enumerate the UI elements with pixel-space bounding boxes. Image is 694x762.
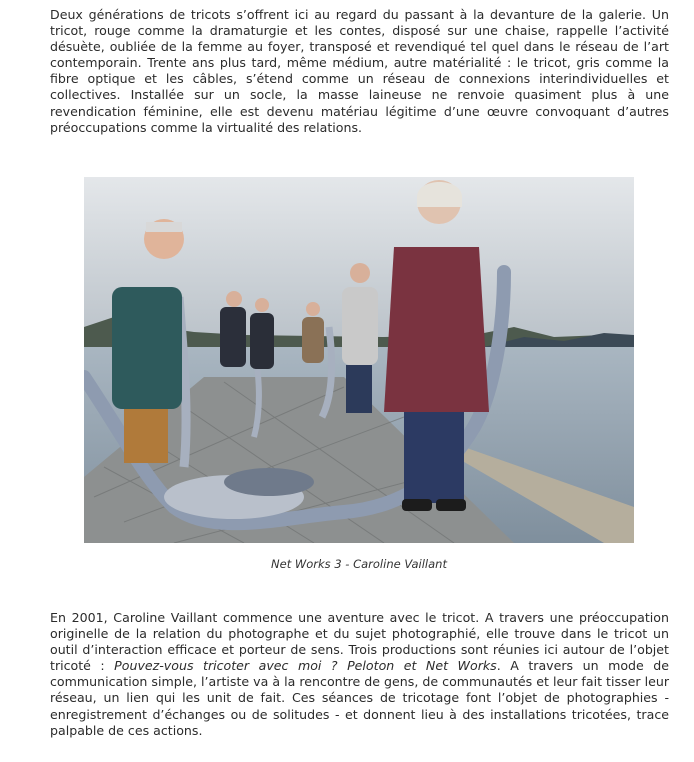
- works-title-italic: Pouvez-vous tricoter avec moi ? Peloton et Net Works: [114, 658, 497, 674]
- figure-caption: Net Works 3 - Caroline Vaillant: [271, 557, 447, 571]
- artist-paragraph: [50, 610, 669, 739]
- paragraph-text-start: En 2001, Caroline Vaillant commence une aventure avec le tricot. A travers une préoccupation originelle de la relation du photographe et du sujet photographié, elle trouve dans le tricot un outil d’interaction efficace et porteur de sens. Trois productions sont réunies ici autour de l’objet tricoté :: [50, 610, 669, 674]
- artwork-photo: [84, 177, 634, 543]
- photo-illustration: [84, 177, 634, 543]
- intro-paragraph: Deux générations de tricots s’offrent ici au regard du passant à la devanture de la galerie. Un tricot, rouge comme la dramaturgie et les contes, disposé sur une chaise, rappelle l’activité désuète, oubliée de la femme au foyer, transposé et revendiqué tel quel dans le réseau de l’art contemporain. Trente ans plus tard, même médium, autre matérialité : le tricot, gris comme la fibre optique et les câbles, s’étend comme un réseau de connexions interindividuelles et collectives. Installée sur un socle, la masse laineuse ne renvoie quasiment plus à une revendication féminine, elle est devenu matériau légitime d’une œuvre convoquant d’autres préoccupations comme la virtualité des relations.: [50, 7, 669, 135]
- paragraph-text-end: . A travers un mode de communication simple, l’artiste va à la rencontre de gens, de communautés et leur fait tisser leur réseau, un lien qui les unit de fait. Ces séances de tricotage font l’objet de photographies - enregistrement d’échanges ou de solitudes - et donnent lieu à des installations tricotées, trace palpable de ces actions.: [50, 658, 670, 738]
